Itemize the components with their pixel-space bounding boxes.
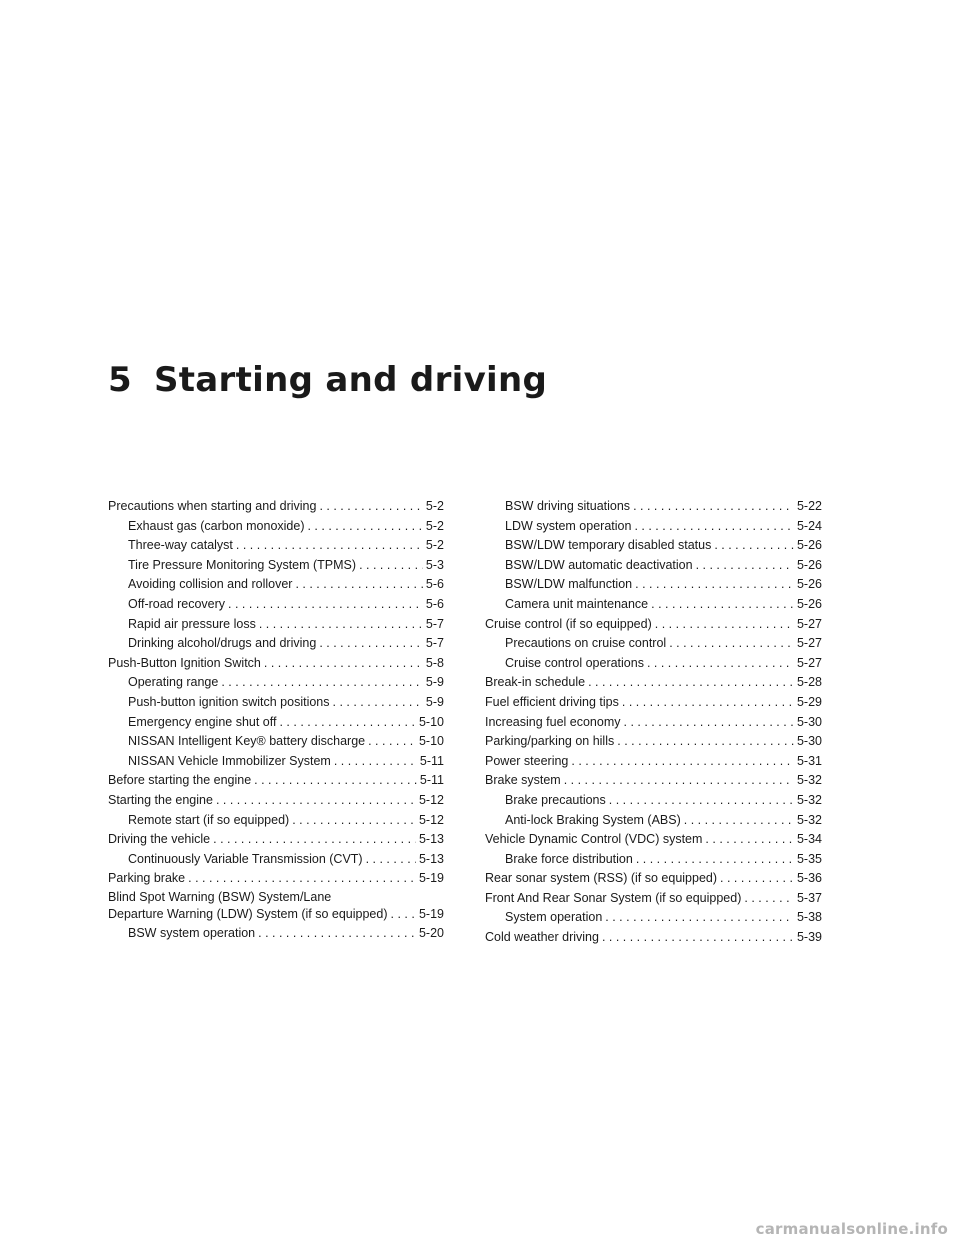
toc-leader-dots: [188, 869, 416, 889]
toc-subentry[interactable]: [485, 595, 822, 615]
toc-entry-text: Precautions when starting and driving: [108, 499, 317, 513]
toc-page-number: 5-19: [418, 871, 444, 886]
toc-leader-dots: [571, 752, 794, 772]
toc-page-number: 5-2: [425, 518, 444, 533]
toc-column-left: [108, 497, 444, 944]
toc-entry-text: Avoiding collision and rollover: [128, 577, 293, 592]
toc-page-number: 5-30: [796, 734, 822, 749]
toc-entry[interactable]: [485, 673, 822, 693]
toc-entry[interactable]: [108, 771, 444, 791]
toc-leader-dots: [617, 732, 794, 752]
toc-entry-text: Rear sonar system (RSS) (if so equipped): [485, 871, 718, 886]
chapter-title-text: Starting and driving: [153, 360, 548, 400]
toc-entry-text: BSW/LDW temporary disabled status: [505, 538, 712, 553]
chapter-title: [108, 360, 547, 400]
toc-leader-dots: [259, 615, 423, 635]
toc-entry-prefix: Blind Spot Warning (BSW) System/Lane: [108, 889, 332, 904]
toc-leader-dots: [236, 536, 423, 556]
toc-leader-dots: [391, 905, 416, 925]
toc-subentry[interactable]: [485, 536, 822, 556]
chapter-number: 5: [108, 360, 132, 400]
toc-leader-dots: [744, 889, 794, 909]
toc-entry-text: Tire Pressure Monitoring System (TPMS): [128, 557, 357, 572]
toc-entry-text: BSW/LDW automatic deactivation: [505, 557, 693, 572]
toc-entry-text: Operating range: [128, 675, 219, 690]
toc-leader-dots: [564, 771, 794, 791]
toc-page-number: 5-7: [425, 636, 444, 651]
toc-leader-dots: [705, 830, 794, 850]
toc-page-number: 5-26: [796, 577, 822, 592]
toc-leader-dots: [684, 811, 794, 831]
toc-page-number: 5-30: [796, 714, 822, 729]
toc-subentry[interactable]: [108, 615, 444, 635]
toc-entry-text: Drinking alcohol/drugs and driving: [128, 636, 317, 651]
toc-entry-text: Departure Warning (LDW) System (if so equipped): [108, 906, 388, 921]
toc-entry-text: BSW system operation: [128, 926, 256, 941]
toc-entry[interactable]: [108, 654, 444, 674]
toc-entry-text: Break-in schedule: [485, 675, 586, 690]
toc-page-number: 5-7: [425, 616, 444, 631]
toc-subentry[interactable]: [108, 536, 444, 556]
toc-subentry[interactable]: [108, 693, 444, 713]
toc-subentry[interactable]: [108, 595, 444, 615]
toc-page-number: 5-31: [796, 753, 822, 768]
toc-entry-text: Brake precautions: [505, 792, 606, 807]
toc-page-number: 5-6: [425, 577, 444, 592]
toc-page-number: 5-32: [796, 773, 822, 788]
toc-page-number: 5-20: [418, 926, 444, 941]
toc-entry-text: Continuously Variable Transmission (CVT): [128, 851, 363, 866]
toc-page-number: 5-27: [796, 636, 822, 651]
toc-page-number: 5-9: [425, 694, 444, 709]
toc-subentry[interactable]: [485, 556, 822, 576]
toc-subentry[interactable]: [108, 850, 444, 870]
toc-entry-text: Push-Button Ignition Switch: [108, 655, 261, 670]
toc-entry[interactable]: [485, 928, 822, 948]
toc-entry-text: Rapid air pressure loss: [128, 616, 256, 631]
toc-page-number: 5-26: [796, 538, 822, 553]
toc-leader-dots: [319, 497, 422, 517]
toc-entry[interactable]: [485, 693, 822, 713]
toc-entry[interactable]: [485, 869, 822, 889]
toc-subentry[interactable]: [485, 654, 822, 674]
toc-subentry[interactable]: [108, 556, 444, 576]
toc-leader-dots: [334, 752, 417, 772]
toc-entry-text: LDW system operation: [505, 518, 632, 533]
toc-page-number: 5-27: [796, 655, 822, 670]
toc-page-number: 5-12: [418, 812, 444, 827]
toc-page-number: 5-13: [418, 851, 444, 866]
toc-page-number: 5-10: [418, 734, 444, 749]
toc-entry-text: Precautions on cruise control: [505, 636, 667, 651]
toc-subentry[interactable]: [485, 497, 822, 517]
toc-page-number: 5-3: [425, 557, 444, 572]
toc-entry-text: Emergency engine shut off: [128, 714, 277, 729]
toc-entry[interactable]: [108, 830, 444, 850]
site-watermark: carmanualsonline.info: [755, 1220, 948, 1238]
toc-subentry[interactable]: [108, 673, 444, 693]
toc-leader-dots: [605, 908, 794, 928]
toc-leader-dots: [714, 536, 794, 556]
toc-subentry[interactable]: [108, 752, 444, 772]
toc-page-number: 5-26: [796, 557, 822, 572]
toc-column-right: [485, 497, 822, 948]
toc-subentry[interactable]: [108, 517, 444, 537]
toc-entry-text: Cruise control (if so equipped): [485, 616, 652, 631]
toc-leader-dots: [295, 575, 422, 595]
toc-entry-text: Driving the vehicle: [108, 832, 211, 847]
toc-leader-dots: [221, 673, 423, 693]
toc-leader-dots: [258, 924, 416, 944]
toc-leader-dots: [307, 517, 422, 537]
toc-subentry[interactable]: [108, 575, 444, 595]
toc-entry-text: Brake system: [485, 773, 561, 788]
toc-subentry[interactable]: [108, 732, 444, 752]
toc-leader-dots: [622, 693, 794, 713]
toc-leader-dots: [651, 595, 794, 615]
toc-entry-text: Off-road recovery: [128, 596, 226, 611]
toc-entry-text: Remote start (if so equipped): [128, 812, 290, 827]
toc-entry[interactable]: [485, 615, 822, 635]
toc-entry-text: Before starting the engine: [108, 773, 252, 788]
toc-page-number: 5-10: [418, 714, 444, 729]
toc-entry[interactable]: [108, 905, 444, 925]
toc-leader-dots: [292, 811, 416, 831]
toc-page-number: 5-27: [796, 616, 822, 631]
toc-leader-dots: [319, 634, 423, 654]
toc-leader-dots: [634, 517, 794, 537]
toc-leader-dots: [228, 595, 423, 615]
toc-leader-dots: [655, 615, 794, 635]
toc-entry-text: NISSAN Vehicle Immobilizer System: [128, 753, 331, 768]
toc-page-number: 5-2: [425, 538, 444, 553]
toc-page-number: 5-28: [796, 675, 822, 690]
toc-leader-dots: [359, 556, 423, 576]
toc-page-number: 5-32: [796, 792, 822, 807]
toc-page-number: 5-9: [425, 675, 444, 690]
toc-subentry[interactable]: [485, 908, 822, 928]
toc-subentry[interactable]: [108, 924, 444, 944]
toc-page-number: 5-39: [796, 930, 822, 945]
toc-entry-text: Exhaust gas (carbon monoxide): [128, 518, 305, 533]
toc-page-number: 5-22: [796, 499, 822, 513]
toc-entry-text: Camera unit maintenance: [505, 596, 649, 611]
toc-entry-text: BSW/LDW malfunction: [505, 577, 633, 592]
toc-leader-dots: [368, 732, 416, 752]
toc-entry-text: System operation: [505, 910, 603, 925]
toc-entry-text: Three-way catalyst: [128, 538, 233, 553]
toc-page-number: 5-19: [418, 906, 444, 921]
toc-entry[interactable]: [485, 732, 822, 752]
toc-leader-dots: [366, 850, 416, 870]
toc-leader-dots: [254, 771, 417, 791]
toc-leader-dots: [279, 713, 415, 733]
toc-entry-text: Power steering: [485, 753, 569, 768]
toc-page-number: 5-13: [418, 832, 444, 847]
toc-subentry[interactable]: [108, 713, 444, 733]
toc-entry-text: Vehicle Dynamic Control (VDC) system: [485, 832, 703, 847]
toc-entry[interactable]: [108, 791, 444, 811]
toc-entry-text: Parking/parking on hills: [485, 734, 615, 749]
toc-entry[interactable]: [485, 713, 822, 733]
toc-page-number: 5-29: [796, 694, 822, 709]
toc-page-number: 5-34: [796, 832, 822, 847]
toc-entry-text: Push-button ignition switch positions: [128, 694, 330, 709]
toc-leader-dots: [635, 575, 794, 595]
toc-entry-text: Front And Rear Sonar System (if so equipped): [485, 890, 742, 905]
toc-leader-dots: [633, 497, 794, 517]
toc-subentry[interactable]: [485, 634, 822, 654]
toc-entry[interactable]: [108, 869, 444, 889]
toc-leader-dots: [264, 654, 423, 674]
toc-subentry[interactable]: [485, 850, 822, 870]
toc-leader-dots: [609, 791, 794, 811]
toc-page-number: 5-12: [418, 792, 444, 807]
toc-entry-text: Brake force distribution: [505, 851, 633, 866]
toc-leader-dots: [624, 713, 794, 733]
toc-entry-text: Increasing fuel economy: [485, 714, 621, 729]
toc-page-number: 5-32: [796, 812, 822, 827]
toc-page-number: 5-35: [796, 851, 822, 866]
toc-leader-dots: [333, 693, 423, 713]
toc-leader-dots: [669, 634, 794, 654]
toc-page-number: 5-24: [796, 518, 822, 533]
toc-subentry[interactable]: [108, 811, 444, 831]
toc-page-number: 5-11: [419, 773, 444, 788]
toc-entry-text: Cruise control operations: [505, 655, 644, 670]
toc-leader-dots: [213, 830, 416, 850]
toc-subentry[interactable]: [485, 517, 822, 537]
toc-leader-dots: [720, 869, 794, 889]
toc-page-number: 5-36: [796, 871, 822, 886]
toc-entry-text: Fuel efficient driving tips: [485, 694, 619, 709]
toc-page-number: 5-26: [796, 596, 822, 611]
toc-page-number: 5-2: [425, 499, 444, 513]
toc-entry-text: NISSAN Intelligent Key® battery discharge: [128, 734, 366, 749]
toc-leader-dots: [602, 928, 794, 948]
toc-subentry[interactable]: [108, 634, 444, 654]
toc-leader-dots: [647, 654, 794, 674]
toc-page-number: 5-6: [425, 596, 444, 611]
toc-entry[interactable]: [485, 830, 822, 850]
toc-leader-dots: [216, 791, 416, 811]
toc-page-number: 5-37: [796, 890, 822, 905]
toc-entry-text: Cold weather driving: [485, 930, 599, 945]
toc-leader-dots: [588, 673, 794, 693]
toc-entry-text: Starting the engine: [108, 792, 213, 807]
toc-subentry[interactable]: [485, 575, 822, 595]
toc-subentry[interactable]: [485, 791, 822, 811]
toc-leader-dots: [636, 850, 794, 870]
toc-leader-dots: [696, 556, 794, 576]
toc-subentry[interactable]: [485, 811, 822, 831]
toc-entry-text: Anti-lock Braking System (ABS): [505, 812, 681, 827]
toc-page-number: 5-38: [796, 910, 822, 925]
toc-entry-text: BSW driving situations: [505, 499, 631, 513]
toc-entry-text: Parking brake: [108, 871, 186, 886]
toc-page-number: 5-8: [425, 655, 444, 670]
toc-entry[interactable]: [108, 497, 444, 517]
toc-entry[interactable]: [485, 771, 822, 791]
toc-page-number: 5-11: [419, 753, 444, 768]
toc-entry[interactable]: [485, 752, 822, 772]
toc-entry[interactable]: [485, 889, 822, 909]
